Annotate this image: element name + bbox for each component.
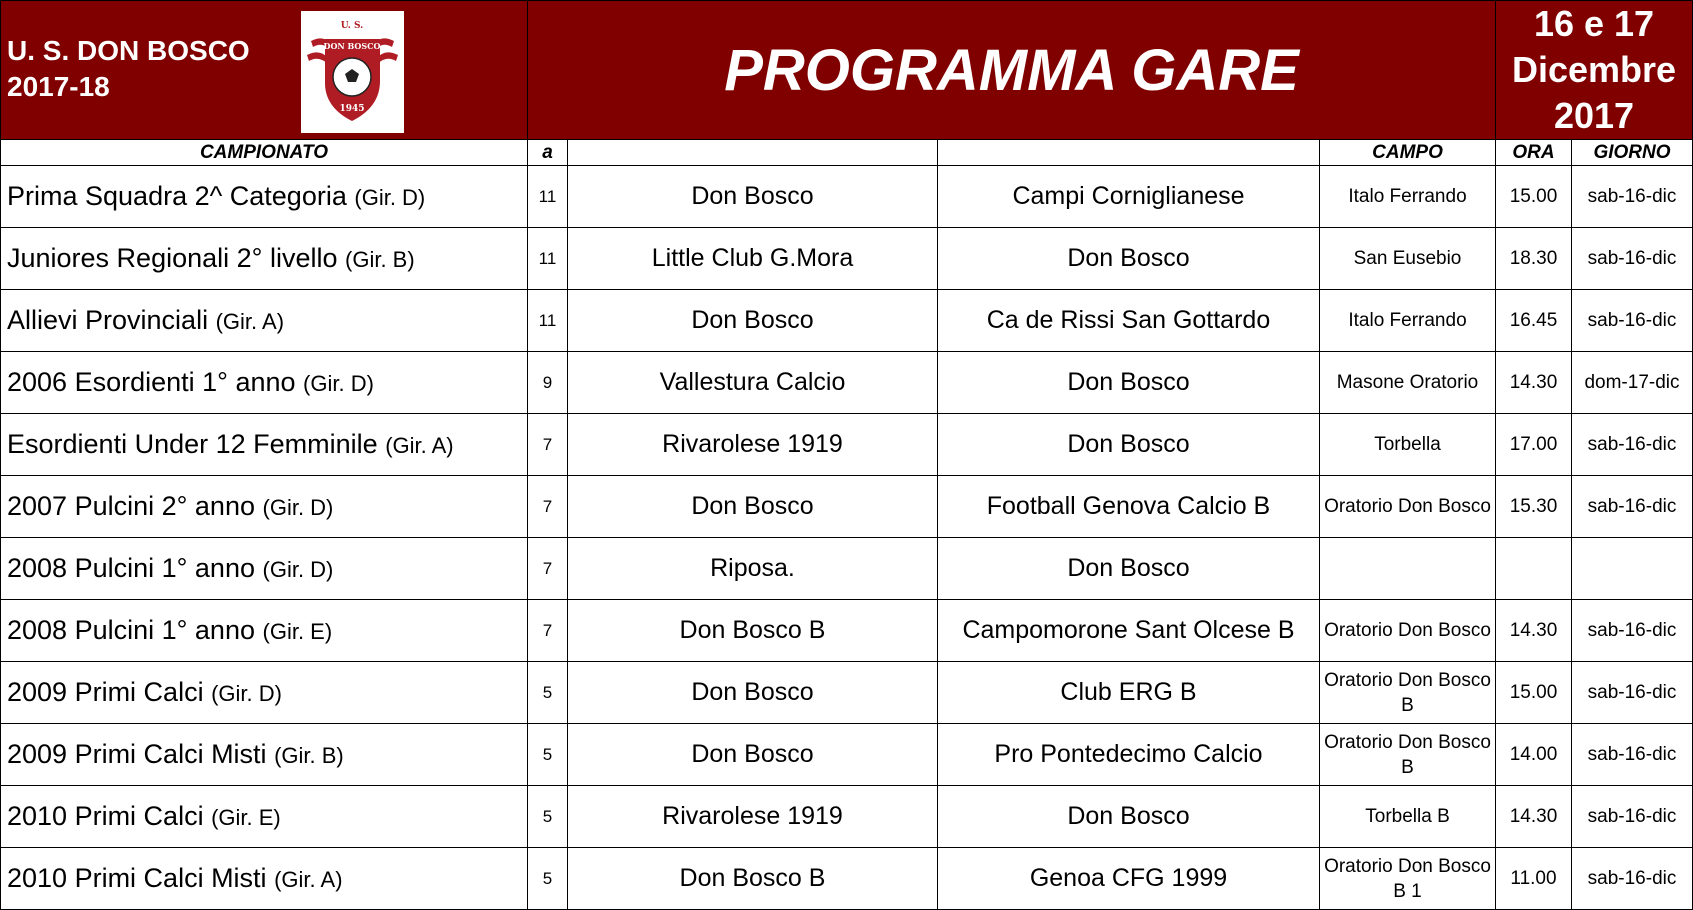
campo-cell: Masone Oratorio xyxy=(1320,352,1496,414)
giornata-cell: 7 xyxy=(528,414,568,476)
giornata-cell: 7 xyxy=(528,538,568,600)
match-row xyxy=(1,786,1693,848)
campionato-name: 2008 Pulcini 1° anno xyxy=(7,615,255,645)
ora-cell: 17.00 xyxy=(1496,414,1572,476)
col-ora: ORA xyxy=(1496,140,1572,166)
home-team-cell: Don Bosco xyxy=(568,662,938,724)
campionato-cell xyxy=(1,786,528,848)
giorno-cell: sab-16-dic xyxy=(1572,290,1693,352)
campionato-cell xyxy=(1,476,528,538)
girone-label: (Gir. B) xyxy=(274,743,344,768)
home-team-cell: Don Bosco B xyxy=(568,848,938,910)
campionato-cell xyxy=(1,600,528,662)
home-team-cell: Rivarolese 1919 xyxy=(568,414,938,476)
home-team-cell: Don Bosco xyxy=(568,724,938,786)
campo-cell: Italo Ferrando xyxy=(1320,290,1496,352)
giorno-cell: sab-16-dic xyxy=(1572,848,1693,910)
campo-cell: Torbella xyxy=(1320,414,1496,476)
match-dates xyxy=(1496,1,1693,140)
col-campo: CAMPO xyxy=(1320,140,1496,166)
away-team-cell: Campomorone Sant Olcese B xyxy=(938,600,1320,662)
logo-year-text: 1945 xyxy=(339,104,365,114)
away-team-cell: Don Bosco xyxy=(938,786,1320,848)
campionato-name: 2007 Pulcini 2° anno xyxy=(7,491,255,521)
campionato-name: Esordienti Under 12 Femminile xyxy=(7,429,378,459)
club-cell xyxy=(1,1,528,140)
ora-cell: 14.30 xyxy=(1496,600,1572,662)
away-team-cell: Don Bosco xyxy=(938,352,1320,414)
campo-cell: Oratorio Don Bosco xyxy=(1320,600,1496,662)
campo-cell: San Eusebio xyxy=(1320,228,1496,290)
campo-cell: Oratorio Don Bosco B 1 xyxy=(1320,848,1496,910)
club-name-line1: U. S. DON BOSCO xyxy=(7,35,250,66)
giorno-cell: sab-16-dic xyxy=(1572,724,1693,786)
campionato-name: 2010 Primi Calci Misti xyxy=(7,863,267,893)
match-row xyxy=(1,538,1693,600)
home-team-cell: Rivarolese 1919 xyxy=(568,786,938,848)
ora-cell: 18.30 xyxy=(1496,228,1572,290)
ora-cell: 14.30 xyxy=(1496,786,1572,848)
giorno-cell: sab-16-dic xyxy=(1572,228,1693,290)
away-team-cell: Genoa CFG 1999 xyxy=(938,848,1320,910)
girone-label: (Gir. B) xyxy=(345,247,415,272)
match-row xyxy=(1,724,1693,786)
campionato-cell xyxy=(1,724,528,786)
campionato-name: 2006 Esordienti 1° anno xyxy=(7,367,296,397)
ora-cell: 14.00 xyxy=(1496,724,1572,786)
campionato-cell xyxy=(1,662,528,724)
home-team-cell: Don Bosco xyxy=(568,476,938,538)
home-team-cell: Vallestura Calcio xyxy=(568,352,938,414)
away-team-cell: Campi Corniglianese xyxy=(938,166,1320,228)
giornata-cell: 5 xyxy=(528,786,568,848)
campionato-cell xyxy=(1,414,528,476)
home-team-cell: Don Bosco B xyxy=(568,600,938,662)
campionato-name: Allievi Provinciali xyxy=(7,305,209,335)
away-team-cell: Pro Pontedecimo Calcio xyxy=(938,724,1320,786)
girone-label: (Gir. A) xyxy=(274,867,343,892)
match-rows xyxy=(1,166,1693,910)
date-line2: 2017 xyxy=(1553,95,1635,136)
campionato-name: 2009 Primi Calci xyxy=(7,677,204,707)
giorno-cell xyxy=(1572,538,1693,600)
girone-label: (Gir. A) xyxy=(215,309,285,334)
match-row xyxy=(1,166,1693,228)
campionato-name: 2010 Primi Calci xyxy=(7,801,204,831)
home-team-cell: Don Bosco xyxy=(568,166,938,228)
page-title: PROGRAMMA GARE xyxy=(528,1,1496,140)
col-giorno: GIORNO xyxy=(1572,140,1693,166)
giorno-cell: dom-17-dic xyxy=(1572,352,1693,414)
col-home xyxy=(568,140,938,166)
girone-label: (Gir. D) xyxy=(262,557,334,582)
campionato-name: 2008 Pulcini 1° anno xyxy=(7,553,255,583)
giornata-cell: 5 xyxy=(528,848,568,910)
away-team-cell: Don Bosco xyxy=(938,538,1320,600)
home-team-cell: Little Club G.Mora xyxy=(568,228,938,290)
date-line1: 16 e 17 Dicembre xyxy=(1511,3,1677,90)
campo-cell: Oratorio Don Bosco B xyxy=(1320,662,1496,724)
home-team-cell: Don Bosco xyxy=(568,290,938,352)
campo-cell: Torbella B xyxy=(1320,786,1496,848)
away-team-cell: Don Bosco xyxy=(938,414,1320,476)
campionato-cell xyxy=(1,228,528,290)
ora-cell: 15.00 xyxy=(1496,662,1572,724)
match-row xyxy=(1,848,1693,910)
giornata-cell: 5 xyxy=(528,662,568,724)
giornata-cell: 11 xyxy=(528,166,568,228)
giorno-cell: sab-16-dic xyxy=(1572,166,1693,228)
giornata-cell: 11 xyxy=(528,290,568,352)
ora-cell: 15.00 xyxy=(1496,166,1572,228)
campionato-cell xyxy=(1,538,528,600)
away-team-cell: Football Genova Calcio B xyxy=(938,476,1320,538)
girone-label: (Gir. D) xyxy=(303,371,374,396)
logo-name-text: DON BOSCO xyxy=(323,41,381,51)
campo-cell: Oratorio Don Bosco xyxy=(1320,476,1496,538)
giorno-cell: sab-16-dic xyxy=(1572,600,1693,662)
logo-top-text: U. S. xyxy=(340,21,364,31)
giorno-cell: sab-16-dic xyxy=(1572,786,1693,848)
away-team-cell: Club ERG B xyxy=(938,662,1320,724)
column-header-row xyxy=(1,140,1693,166)
ora-cell: 16.45 xyxy=(1496,290,1572,352)
club-name xyxy=(7,33,250,105)
match-row xyxy=(1,414,1693,476)
match-row xyxy=(1,600,1693,662)
giornata-cell: 5 xyxy=(528,724,568,786)
ora-cell: 14.30 xyxy=(1496,352,1572,414)
club-logo xyxy=(301,11,404,133)
girone-label: (Gir. D) xyxy=(354,185,426,210)
away-team-cell: Ca de Rissi San Gottardo xyxy=(938,290,1320,352)
header-row xyxy=(1,1,1693,140)
campo-cell: Italo Ferrando xyxy=(1320,166,1496,228)
girone-label: (Gir. A) xyxy=(385,433,454,458)
match-row xyxy=(1,352,1693,414)
col-campionato: CAMPIONATO xyxy=(1,140,528,166)
giornata-cell: 7 xyxy=(528,476,568,538)
girone-label: (Gir. E) xyxy=(262,619,333,644)
campionato-cell xyxy=(1,166,528,228)
giorno-cell: sab-16-dic xyxy=(1572,476,1693,538)
match-row xyxy=(1,228,1693,290)
campo-cell xyxy=(1320,538,1496,600)
home-team-cell: Riposa. xyxy=(568,538,938,600)
giornata-cell: 9 xyxy=(528,352,568,414)
campionato-cell xyxy=(1,352,528,414)
match-row xyxy=(1,662,1693,724)
campionato-cell xyxy=(1,848,528,910)
ora-cell: 11.00 xyxy=(1496,848,1572,910)
giornata-cell: 7 xyxy=(528,600,568,662)
girone-label: (Gir. D) xyxy=(211,681,282,706)
match-row xyxy=(1,290,1693,352)
giorno-cell: sab-16-dic xyxy=(1572,662,1693,724)
giornata-cell: 11 xyxy=(528,228,568,290)
ora-cell xyxy=(1496,538,1572,600)
campo-cell: Oratorio Don Bosco B xyxy=(1320,724,1496,786)
campionato-name: Prima Squadra 2^ Categoria xyxy=(7,181,347,211)
campionato-name: Juniores Regionali 2° livello xyxy=(7,243,338,273)
campionato-cell xyxy=(1,290,528,352)
away-team-cell: Don Bosco xyxy=(938,228,1320,290)
ora-cell: 15.30 xyxy=(1496,476,1572,538)
giorno-cell: sab-16-dic xyxy=(1572,414,1693,476)
col-a: a xyxy=(528,140,568,166)
girone-label: (Gir. E) xyxy=(211,805,281,830)
girone-label: (Gir. D) xyxy=(262,495,334,520)
match-row xyxy=(1,476,1693,538)
col-away xyxy=(938,140,1320,166)
club-season: 2017-18 xyxy=(7,71,110,102)
campionato-name: 2009 Primi Calci Misti xyxy=(7,739,267,769)
